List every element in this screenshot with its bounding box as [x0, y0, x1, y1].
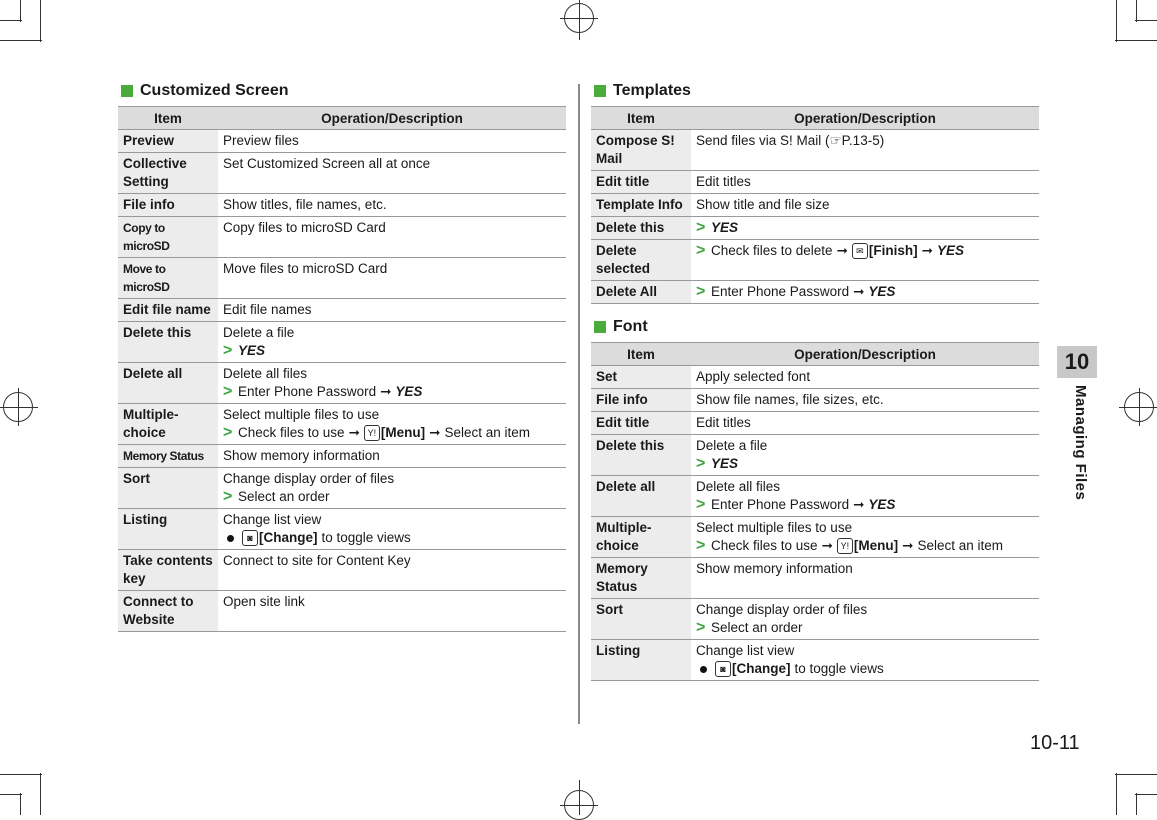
item-cell: Edit file name — [118, 299, 218, 322]
item-cell: Edit title — [591, 171, 691, 194]
step-arrow-icon: > — [696, 537, 706, 554]
right-arrow-icon: ➞ — [821, 538, 833, 553]
table-row — [591, 412, 1039, 435]
table-row — [118, 468, 566, 509]
table-row — [118, 509, 566, 550]
item-cell: Collective Setting — [118, 153, 218, 194]
page-number: 10-11 — [1030, 732, 1080, 754]
desc-cell: Preview files — [218, 130, 566, 153]
desc-cell: Apply selected font — [691, 366, 1039, 389]
table-row — [591, 435, 1039, 476]
step-text: Check files to use — [238, 425, 345, 440]
desc-cell: Open site link — [218, 591, 566, 632]
item-cell: Take contents key — [118, 550, 218, 591]
step-text: Select an item — [917, 538, 1003, 553]
bullet-icon — [700, 666, 707, 673]
step-text: to toggle views — [321, 530, 411, 545]
desc-cell — [218, 322, 566, 363]
camera-key-icon: ◙ — [242, 530, 258, 546]
table-row — [591, 130, 1039, 171]
item-cell: Preview — [118, 130, 218, 153]
crop-mark — [0, 794, 22, 795]
desc-text: Change display order of files — [696, 602, 868, 617]
desc-cell: Show titles, file names, etc. — [218, 194, 566, 217]
table-row — [591, 517, 1039, 558]
table-row — [118, 153, 566, 194]
table-row — [591, 558, 1039, 599]
desc-cell — [691, 517, 1039, 558]
desc-cell: Connect to site for Content Key — [218, 550, 566, 591]
crop-mark — [1116, 773, 1117, 815]
item-cell: File info — [118, 194, 218, 217]
item-cell: File info — [591, 389, 691, 412]
yes-label: YES — [711, 220, 739, 235]
font-table — [591, 342, 1039, 681]
table-row — [591, 281, 1039, 304]
step-text: Check files to use — [711, 538, 818, 553]
finish-key-label: [Finish] — [868, 243, 918, 258]
table-row — [118, 299, 566, 322]
desc-cell — [691, 240, 1039, 281]
mail-key-icon: ✉ — [852, 243, 868, 259]
desc-cell — [691, 217, 1039, 240]
step-line — [223, 529, 561, 547]
section-title — [118, 80, 566, 102]
step-arrow-icon: > — [696, 619, 706, 636]
right-arrow-icon: ➞ — [380, 384, 392, 399]
right-arrow-icon: ➞ — [853, 497, 865, 512]
right-arrow-icon: ➞ — [836, 243, 848, 258]
step-text: Select an item — [444, 425, 530, 440]
table-row — [118, 322, 566, 363]
desc-cell: Show memory information — [691, 558, 1039, 599]
change-key-label: [Change] — [259, 530, 318, 545]
yes-label: YES — [936, 243, 964, 258]
desc-text: Delete all files — [696, 479, 781, 494]
right-arrow-icon: ➞ — [853, 284, 865, 299]
table-row — [591, 240, 1039, 281]
right-arrow-icon: ➞ — [348, 425, 360, 440]
step-line — [696, 242, 1034, 260]
step-text: Enter Phone Password — [711, 497, 850, 512]
section-title — [591, 316, 1039, 338]
chapter-title: Managing Files — [1072, 385, 1089, 501]
desc-text: Delete all files — [223, 366, 308, 381]
step-line — [696, 619, 1034, 637]
step-line — [223, 383, 561, 401]
right-arrow-icon: ➞ — [921, 243, 933, 258]
crop-mark — [20, 0, 21, 22]
step-arrow-icon: > — [696, 283, 706, 300]
desc-cell: Edit titles — [691, 171, 1039, 194]
crop-mark — [1115, 774, 1157, 775]
step-arrow-icon: > — [223, 424, 233, 441]
step-line — [696, 219, 1034, 237]
chapter-number-tab: 10 — [1057, 346, 1097, 378]
crop-mark — [1116, 0, 1117, 42]
desc-text: Change display order of files — [223, 471, 395, 486]
desc-text: Delete a file — [696, 438, 768, 453]
item-cell: Sort — [591, 599, 691, 640]
desc-cell — [218, 363, 566, 404]
item-cell: Delete this — [591, 435, 691, 476]
table-row — [118, 194, 566, 217]
crop-mark — [1136, 793, 1137, 815]
table-row — [591, 640, 1039, 681]
item-cell: Delete this — [118, 322, 218, 363]
crop-mark — [560, 18, 598, 19]
step-text: Check files to delete — [711, 243, 833, 258]
section-square-icon — [594, 85, 606, 97]
crop-mark — [20, 793, 21, 815]
menu-key-label: [Menu] — [853, 538, 899, 553]
section-title-text: Customized Screen — [140, 82, 289, 99]
crop-mark — [1136, 0, 1137, 22]
step-text: Enter Phone Password — [238, 384, 377, 399]
step-arrow-icon: > — [696, 455, 706, 472]
section-title — [591, 80, 1039, 102]
table-row — [591, 171, 1039, 194]
item-cell: Delete all — [591, 476, 691, 517]
item-cell: Delete All — [591, 281, 691, 304]
step-line — [223, 342, 561, 360]
step-line — [696, 660, 1034, 678]
desc-text: Change list view — [696, 643, 795, 658]
step-line — [696, 455, 1034, 473]
table-row — [118, 130, 566, 153]
table-row — [591, 194, 1039, 217]
step-arrow-icon: > — [223, 488, 233, 505]
crop-mark — [0, 20, 22, 21]
desc-cell — [691, 435, 1039, 476]
yes-label: YES — [868, 497, 896, 512]
yahoo-key-icon: Y! — [837, 538, 853, 554]
step-text: Enter Phone Password — [711, 284, 850, 299]
item-cell: Memory Status — [591, 558, 691, 599]
section-square-icon — [594, 321, 606, 333]
desc-text: Select multiple files to use — [223, 407, 380, 422]
yes-label: YES — [395, 384, 423, 399]
step-text: to toggle views — [794, 661, 884, 676]
crop-mark — [1115, 40, 1157, 41]
column-header-item: Item — [591, 107, 691, 130]
item-cell: Multiple-choice — [591, 517, 691, 558]
desc-cell — [691, 130, 1039, 171]
desc-cell — [218, 509, 566, 550]
crop-mark — [579, 0, 580, 40]
table-row — [118, 591, 566, 632]
item-cell: Template Info — [591, 194, 691, 217]
step-arrow-icon: > — [223, 383, 233, 400]
change-key-label: [Change] — [732, 661, 791, 676]
crop-mark — [579, 780, 580, 815]
column-divider — [578, 84, 580, 724]
desc-cell: Edit titles — [691, 412, 1039, 435]
yes-label: YES — [711, 456, 739, 471]
desc-cell: Move files to microSD Card — [218, 258, 566, 299]
desc-cell — [691, 640, 1039, 681]
desc-cell — [218, 404, 566, 445]
item-cell: Listing — [118, 509, 218, 550]
step-line — [696, 283, 1034, 301]
desc-cell: Show title and file size — [691, 194, 1039, 217]
step-arrow-icon: > — [696, 496, 706, 513]
crop-mark — [1139, 388, 1140, 426]
page-ref-icon: ☞ — [829, 133, 842, 148]
crop-mark — [560, 805, 598, 806]
desc-cell: Set Customized Screen all at once — [218, 153, 566, 194]
item-cell: Memory Status — [118, 445, 218, 468]
desc-cell: Show memory information — [218, 445, 566, 468]
item-cell: Compose S! Mail — [591, 130, 691, 171]
item-cell: Delete this — [591, 217, 691, 240]
step-arrow-icon: > — [696, 219, 706, 236]
table-row — [118, 363, 566, 404]
right-arrow-icon: ➞ — [429, 425, 441, 440]
table-row — [118, 445, 566, 468]
table-row — [591, 217, 1039, 240]
step-arrow-icon: > — [696, 242, 706, 259]
step-text: Select an order — [711, 620, 803, 635]
table-row — [118, 550, 566, 591]
item-cell: Copy to microSD — [118, 217, 218, 258]
crop-mark — [1135, 20, 1157, 21]
column-header-desc: Operation/Description — [691, 107, 1039, 130]
desc-text: Select multiple files to use — [696, 520, 853, 535]
step-arrow-icon: > — [223, 342, 233, 359]
desc-cell — [691, 476, 1039, 517]
column-header-desc: Operation/Description — [218, 107, 566, 130]
right-column — [591, 80, 1039, 681]
table-row — [591, 599, 1039, 640]
table-header — [591, 107, 1039, 130]
section-title-text: Font — [613, 318, 648, 335]
column-header-desc: Operation/Description — [691, 343, 1039, 366]
item-cell: Connect to Website — [118, 591, 218, 632]
item-cell: Sort — [118, 468, 218, 509]
item-cell: Delete all — [118, 363, 218, 404]
step-line — [223, 424, 561, 442]
table-row — [591, 366, 1039, 389]
desc-cell: Copy files to microSD Card — [218, 217, 566, 258]
desc-cell — [691, 599, 1039, 640]
section-title-text: Templates — [613, 82, 691, 99]
desc-cell — [218, 468, 566, 509]
crop-mark — [18, 388, 19, 426]
customized-screen-table — [118, 106, 566, 632]
crop-mark — [40, 773, 41, 815]
step-text: Select an order — [238, 489, 330, 504]
customized-screen-section — [118, 80, 566, 632]
crop-mark — [0, 40, 42, 41]
item-cell: Edit title — [591, 412, 691, 435]
step-line — [223, 488, 561, 506]
column-header-item: Item — [118, 107, 218, 130]
menu-key-label: [Menu] — [380, 425, 426, 440]
page-ref: P.13-5) — [841, 133, 885, 148]
desc-cell: Show file names, file sizes, etc. — [691, 389, 1039, 412]
item-cell: Delete selected — [591, 240, 691, 281]
column-header-item: Item — [591, 343, 691, 366]
desc-text: Change list view — [223, 512, 322, 527]
item-cell: Move to microSD — [118, 258, 218, 299]
item-cell: Multiple-choice — [118, 404, 218, 445]
camera-key-icon: ◙ — [715, 661, 731, 677]
section-square-icon — [121, 85, 133, 97]
table-row — [118, 258, 566, 299]
bullet-icon — [227, 535, 234, 542]
desc-text: Delete a file — [223, 325, 295, 340]
crop-mark — [0, 774, 42, 775]
step-line — [696, 537, 1034, 555]
crop-mark — [1119, 407, 1157, 408]
table-header — [118, 107, 566, 130]
table-row — [118, 404, 566, 445]
crop-mark — [0, 407, 38, 408]
crop-mark — [1135, 794, 1157, 795]
item-cell: Set — [591, 366, 691, 389]
table-row — [591, 476, 1039, 517]
desc-text: Send files via S! Mail ( — [696, 133, 830, 148]
table-row — [591, 389, 1039, 412]
desc-cell: Edit file names — [218, 299, 566, 322]
yes-label: YES — [868, 284, 896, 299]
yes-label: YES — [238, 343, 266, 358]
templates-table — [591, 106, 1039, 304]
table-row — [118, 217, 566, 258]
yahoo-key-icon: Y! — [364, 425, 380, 441]
step-line — [696, 496, 1034, 514]
crop-mark — [40, 0, 41, 42]
item-cell: Listing — [591, 640, 691, 681]
desc-cell — [691, 281, 1039, 304]
table-header — [591, 343, 1039, 366]
right-arrow-icon: ➞ — [902, 538, 914, 553]
